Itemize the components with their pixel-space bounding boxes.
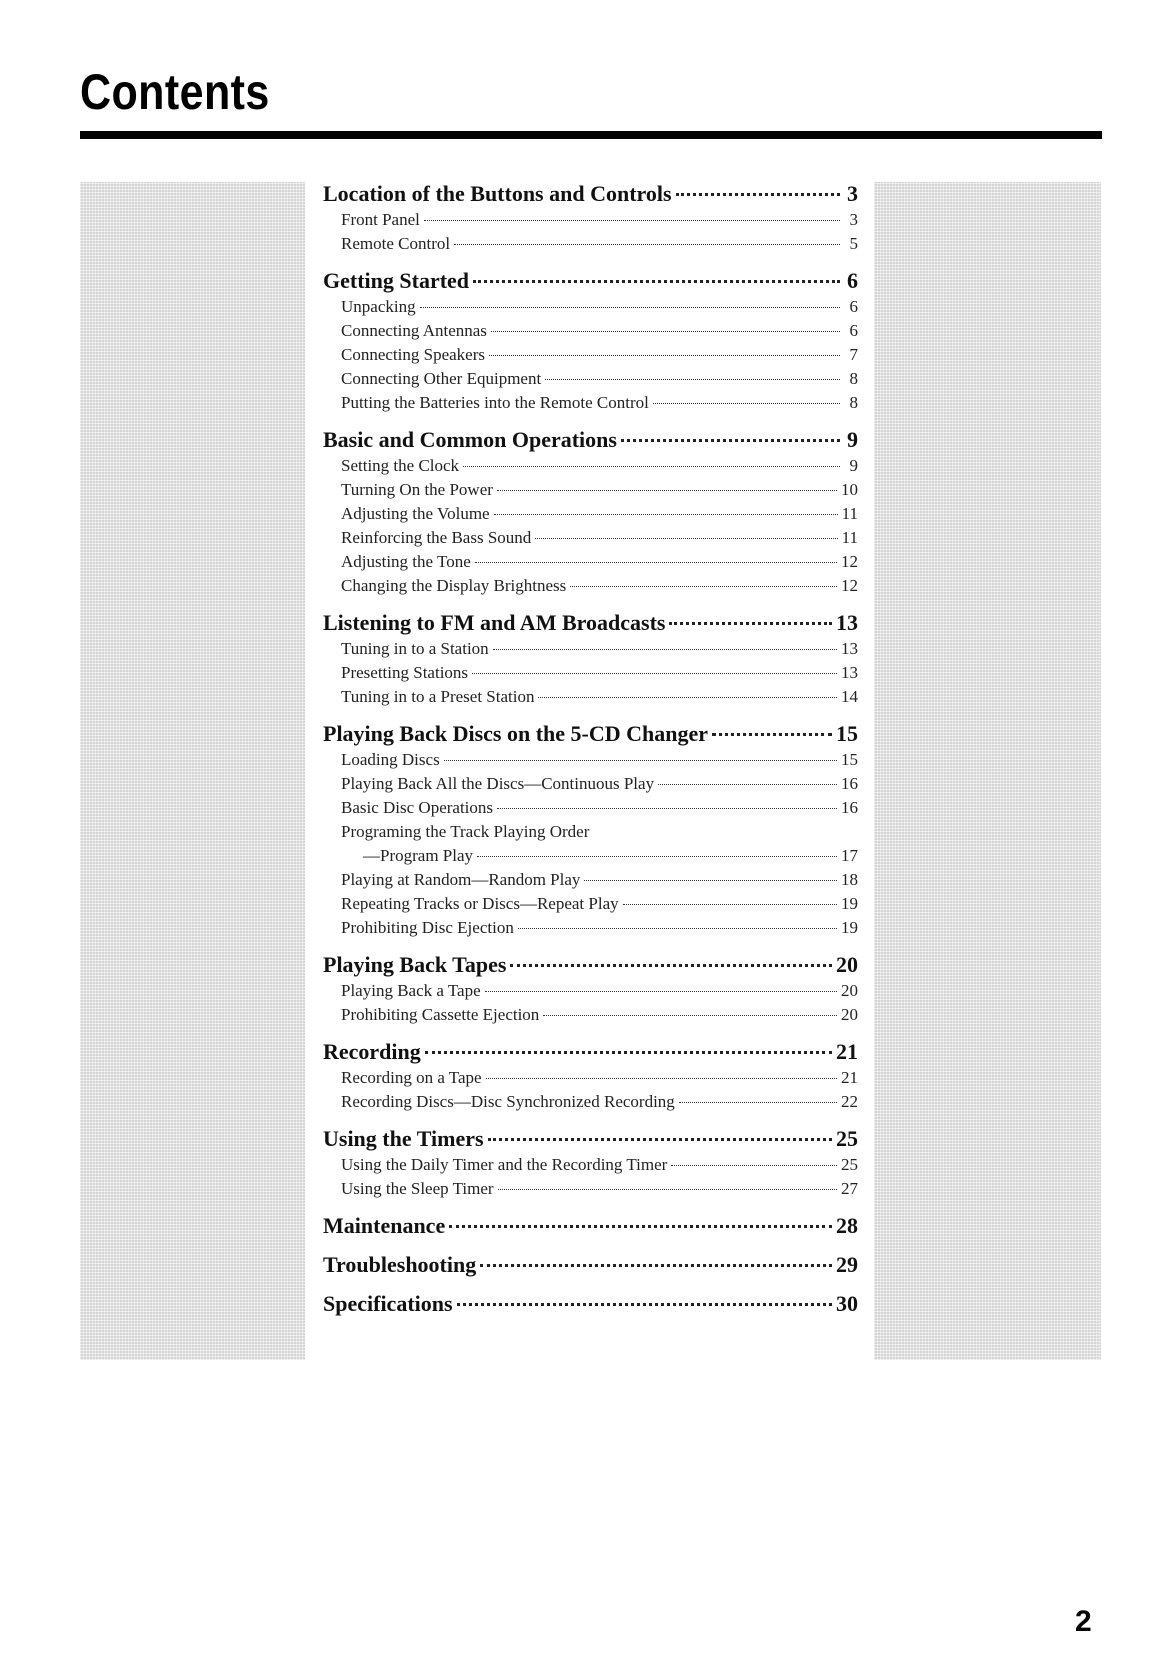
dot-leader — [679, 1102, 837, 1103]
toc-heading-page: 25 — [836, 1126, 858, 1151]
toc-item-row[interactable] — [323, 574, 858, 598]
toc-item-label: Turning On the Power — [341, 480, 493, 499]
title-rule — [80, 131, 1102, 139]
toc-item-page: 19 — [841, 894, 858, 913]
toc-section — [323, 609, 858, 709]
toc-section — [323, 267, 858, 415]
toc-item-page: 13 — [841, 639, 858, 658]
toc-item-label: Adjusting the Volume — [341, 504, 490, 523]
toc-item-page: 11 — [841, 528, 858, 547]
page-title: Contents — [80, 64, 270, 120]
toc-item-row[interactable] — [323, 502, 858, 526]
toc-item-row[interactable] — [323, 1177, 858, 1201]
toc-section — [323, 1290, 858, 1318]
toc-section — [323, 951, 858, 1027]
toc-item-page: 6 — [849, 297, 858, 316]
toc-item-row[interactable] — [323, 343, 858, 367]
toc-item-label: Connecting Antennas — [341, 321, 487, 340]
toc-heading-page: 13 — [836, 610, 858, 635]
toc-heading-label: Playing Back Tapes — [323, 952, 507, 977]
toc-heading-row[interactable] — [323, 1251, 858, 1279]
toc-item-label: Programing the Track Playing Order — [341, 822, 590, 841]
dot-leader — [712, 733, 832, 736]
dot-leader — [472, 673, 837, 674]
dot-leader — [477, 856, 837, 857]
toc-section — [323, 1038, 858, 1114]
toc-item-label: Basic Disc Operations — [341, 798, 494, 817]
toc-heading-label: Listening to FM and AM Broadcasts — [323, 610, 666, 635]
dot-leader — [424, 220, 840, 221]
dot-leader — [420, 307, 840, 308]
dot-leader — [669, 622, 832, 625]
toc-item-row[interactable] — [323, 661, 858, 685]
toc-item-page: 7 — [849, 345, 858, 364]
toc-section — [323, 1125, 858, 1201]
toc-heading-page: 3 — [847, 181, 858, 206]
toc-item-label: Unpacking — [341, 297, 416, 316]
toc-item-row[interactable] — [323, 295, 858, 319]
right-decorative-panel — [874, 182, 1101, 1360]
toc-item-continuation: —Program Play — [363, 846, 474, 865]
dot-leader — [653, 403, 840, 404]
dot-leader — [535, 538, 837, 539]
left-decorative-panel — [80, 182, 305, 1360]
toc-heading-page: 15 — [836, 721, 858, 746]
toc-item-page: 22 — [841, 1092, 858, 1111]
toc-item-page: 17 — [841, 846, 858, 865]
toc-heading-page: 29 — [836, 1252, 858, 1277]
toc-heading-row[interactable] — [323, 180, 858, 208]
toc-item-label: Using the Sleep Timer — [341, 1179, 494, 1198]
toc-item-page: 25 — [841, 1155, 858, 1174]
dot-leader — [463, 466, 840, 467]
toc-item-row[interactable] — [323, 772, 858, 796]
toc-item-page: 27 — [841, 1179, 858, 1198]
toc-item-page: 20 — [841, 981, 858, 1000]
toc-item-label: Setting the Clock — [341, 456, 460, 475]
dot-leader — [658, 784, 837, 785]
toc-item-row[interactable] — [323, 916, 858, 940]
dot-leader — [493, 649, 837, 650]
toc-item-row[interactable] — [323, 454, 858, 478]
dot-leader — [491, 331, 840, 332]
dot-leader — [457, 1303, 832, 1306]
toc-item-label: Repeating Tracks or Discs—Repeat Play — [341, 894, 619, 913]
toc-heading-row[interactable] — [323, 1038, 858, 1066]
toc-item-page: 5 — [849, 234, 858, 253]
toc-item-row[interactable] — [323, 685, 858, 709]
toc-item-row[interactable] — [323, 391, 858, 415]
toc-item-page: 16 — [841, 798, 858, 817]
toc-heading-label: Using the Timers — [323, 1126, 484, 1151]
page-number: 2 — [1075, 1605, 1092, 1638]
toc-heading-page: 28 — [836, 1213, 858, 1238]
toc-section — [323, 426, 858, 598]
toc-item-row[interactable] — [323, 868, 858, 892]
toc-item-page: 8 — [849, 393, 858, 412]
toc-heading-page: 21 — [836, 1039, 858, 1064]
toc-heading-row[interactable] — [323, 1125, 858, 1153]
toc-item-row[interactable] — [323, 1066, 858, 1090]
dot-leader — [518, 928, 837, 929]
toc-heading-row[interactable] — [323, 720, 858, 748]
toc-item-label: Reinforcing the Bass Sound — [341, 528, 532, 547]
toc-heading-row[interactable] — [323, 1212, 858, 1240]
dot-leader — [475, 562, 837, 563]
dot-leader — [425, 1051, 832, 1054]
toc-item-continuation-row[interactable] — [323, 844, 858, 868]
toc-item-row[interactable] — [323, 319, 858, 343]
toc-heading-row[interactable] — [323, 1290, 858, 1318]
toc-item-label: Loading Discs — [341, 750, 440, 769]
toc-item-page: 9 — [849, 456, 858, 475]
toc-item-label: Front Panel — [341, 210, 420, 229]
toc-item-row[interactable] — [323, 979, 858, 1003]
dot-leader — [486, 1078, 837, 1079]
toc-heading-row[interactable] — [323, 609, 858, 637]
toc-item-label: Adjusting the Tone — [341, 552, 471, 571]
toc-heading-page: 30 — [836, 1291, 858, 1316]
toc-item-row[interactable] — [323, 550, 858, 574]
toc-item-row[interactable] — [323, 820, 858, 844]
toc-heading-page: 6 — [847, 268, 858, 293]
dot-leader — [454, 244, 840, 245]
toc-item-label: Playing Back a Tape — [341, 981, 481, 1000]
toc-item-page: 13 — [841, 663, 858, 682]
toc-item-page: 15 — [841, 750, 858, 769]
dot-leader — [621, 439, 840, 442]
toc-item-row[interactable] — [323, 748, 858, 772]
toc-heading-label: Getting Started — [323, 268, 470, 293]
dot-leader — [489, 355, 840, 356]
toc-heading-row[interactable] — [323, 951, 858, 979]
toc-item-row[interactable] — [323, 1090, 858, 1114]
toc-item-label: Remote Control — [341, 234, 451, 253]
dot-leader — [497, 808, 837, 809]
toc-item-page: 19 — [841, 918, 858, 937]
toc-heading-label: Recording — [323, 1039, 421, 1064]
toc-item-label: Playing Back All the Discs—Continuous Play — [341, 774, 655, 793]
toc-item-page: 6 — [849, 321, 858, 340]
toc-section — [323, 1212, 858, 1240]
toc-item-label: Connecting Speakers — [341, 345, 485, 364]
toc-item-page: 14 — [841, 687, 858, 706]
toc-item-page: 18 — [841, 870, 858, 889]
table-of-contents — [323, 180, 858, 1329]
toc-item-row[interactable] — [323, 526, 858, 550]
toc-item-label: Putting the Batteries into the Remote Control — [341, 393, 649, 412]
dot-leader — [488, 1138, 832, 1141]
toc-item-row[interactable] — [323, 367, 858, 391]
toc-heading-label: Specifications — [323, 1291, 453, 1316]
toc-item-page: 3 — [849, 210, 858, 229]
toc-item-label: Prohibiting Cassette Ejection — [341, 1005, 540, 1024]
toc-item-row[interactable] — [323, 1003, 858, 1027]
toc-item-label: Recording Discs—Disc Synchronized Recording — [341, 1092, 675, 1111]
toc-item-row[interactable] — [323, 637, 858, 661]
dot-leader — [497, 490, 837, 491]
toc-section — [323, 720, 858, 940]
toc-heading-page: 9 — [847, 427, 858, 452]
toc-item-page: 10 — [841, 480, 858, 499]
toc-heading-label: Troubleshooting — [323, 1252, 477, 1277]
toc-item-label: Playing at Random—Random Play — [341, 870, 581, 889]
toc-heading-label: Basic and Common Operations — [323, 427, 617, 452]
toc-item-row[interactable] — [323, 232, 858, 256]
toc-item-page: 21 — [841, 1068, 858, 1087]
dot-leader — [510, 964, 832, 967]
toc-item-page: 12 — [841, 576, 858, 595]
toc-item-label: Changing the Display Brightness — [341, 576, 567, 595]
dot-leader — [473, 280, 840, 283]
toc-item-label: Presetting Stations — [341, 663, 469, 682]
toc-item-row[interactable] — [323, 796, 858, 820]
toc-heading-page: 20 — [836, 952, 858, 977]
toc-item-label: Using the Daily Timer and the Recording Timer — [341, 1155, 668, 1174]
dot-leader — [623, 904, 837, 905]
toc-heading-row[interactable] — [323, 267, 858, 295]
toc-item-page: 20 — [841, 1005, 858, 1024]
toc-item-label: Recording on a Tape — [341, 1068, 482, 1087]
toc-item-label: Prohibiting Disc Ejection — [341, 918, 514, 937]
toc-item-row[interactable] — [323, 478, 858, 502]
dot-leader — [444, 760, 837, 761]
dot-leader — [485, 991, 837, 992]
toc-item-label: Tuning in to a Preset Station — [341, 687, 535, 706]
dot-leader — [498, 1189, 837, 1190]
dot-leader — [538, 697, 837, 698]
toc-item-row[interactable] — [323, 208, 858, 232]
dot-leader — [570, 586, 837, 587]
toc-heading-row[interactable] — [323, 426, 858, 454]
toc-item-page: 11 — [841, 504, 858, 523]
dot-leader — [480, 1264, 832, 1267]
toc-section — [323, 180, 858, 256]
toc-item-page: 12 — [841, 552, 858, 571]
dot-leader — [545, 379, 840, 380]
toc-item-page: 16 — [841, 774, 858, 793]
dot-leader — [671, 1165, 837, 1166]
toc-section — [323, 1251, 858, 1279]
dot-leader — [494, 514, 838, 515]
toc-item-row[interactable] — [323, 1153, 858, 1177]
toc-item-label: Connecting Other Equipment — [341, 369, 542, 388]
dot-leader — [584, 880, 837, 881]
toc-item-page: 8 — [849, 369, 858, 388]
toc-heading-label: Location of the Buttons and Controls — [323, 181, 672, 206]
dot-leader — [676, 193, 840, 196]
dot-leader — [543, 1015, 837, 1016]
toc-heading-label: Playing Back Discs on the 5-CD Changer — [323, 721, 709, 746]
toc-heading-label: Maintenance — [323, 1213, 446, 1238]
toc-item-label: Tuning in to a Station — [341, 639, 489, 658]
toc-item-row[interactable] — [323, 892, 858, 916]
dot-leader — [449, 1225, 832, 1228]
